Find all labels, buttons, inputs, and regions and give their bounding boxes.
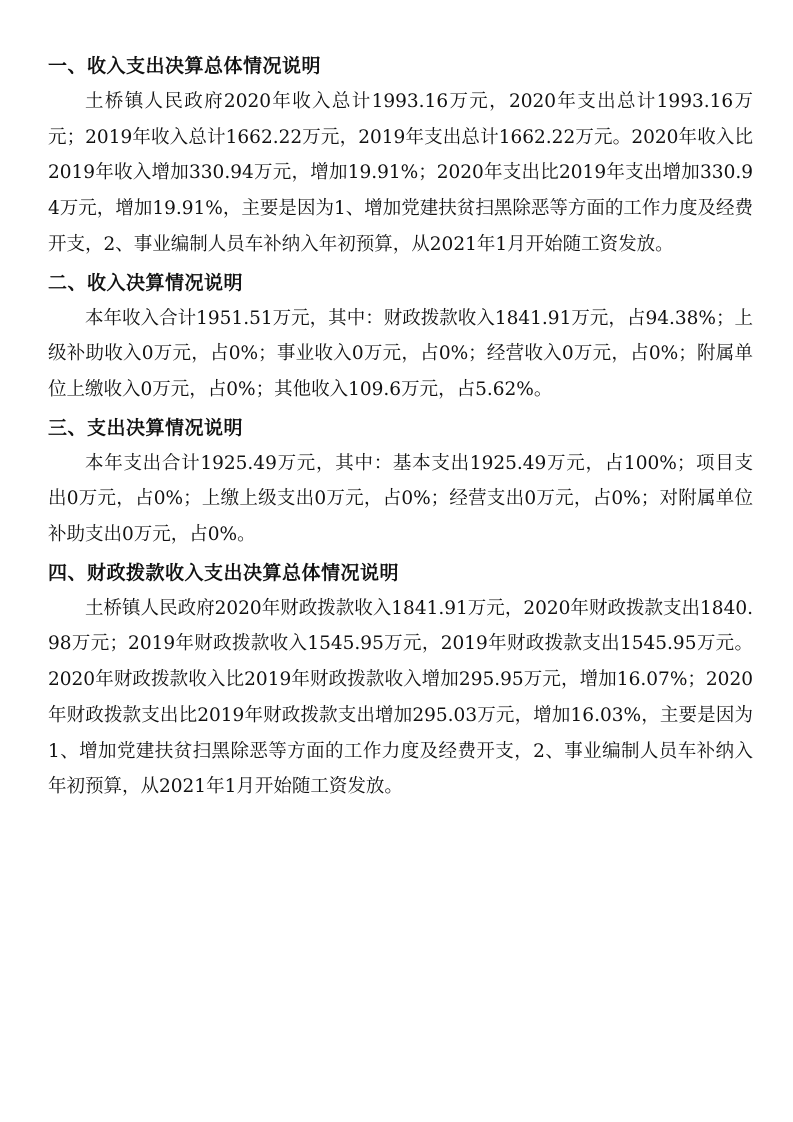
section-income — [48, 269, 753, 408]
section-paragraph: 本年支出合计1925.49万元，其中：基本支出1925.49万元，占100%；项目支出0万元，占0%；上缴上级支出0万元，占0%；经营支出0万元，占0%；对附属单位补助支出0万元，占0%。 — [48, 452, 753, 546]
section-title: 二、收入决算情况说明 — [48, 271, 244, 294]
section-paragraph: 本年收入合计1951.51万元，其中：财政拨款收入1841.91万元，占94.38%；上级补助收入0万元，占0%；事业收入0万元，占0%；经营收入0万元，占0%；附属单位上缴收入0万元，占0%；其他收入109.6万元，占5.62%。 — [48, 307, 753, 400]
section-paragraph: 土桥镇人民政府2020年收入总计1993.16万元，2020年支出总计1993.16万元；2019年收入总计1662.22万元，2019年支出总计1662.22万元。2020年收入比2019年收入增加330.94万元，增加19.91%；2020年支出比2019年支出增加330.94万元，增加19.91%，主要是因为1、增加党建扶贫扫黑除恶等方面的工作力度及经费开支，2、事业编制人员车补纳入年初预算，从2021年1月开始随工资发放。 — [48, 91, 753, 255]
document-page — [48, 52, 753, 811]
section-title: 四、财政拨款收入支出决算总体情况说明 — [48, 561, 400, 584]
section-expense — [48, 414, 753, 553]
section-income-expense-overview — [48, 52, 753, 263]
section-paragraph: 土桥镇人民政府2020年财政拨款收入1841.91万元，2020年财政拨款支出1840.98万元；2019年财政拨款收入1545.95万元，2019年财政拨款支出1545.95万元。2020年财政拨款收入比2019年财政拨款收入增加295.95万元，增加16.07%；2020年财政拨款支出比2019年财政拨款支出增加295.03万元，增加16.03%，主要是因为1、增加党建扶贫扫黑除恶等方面的工作力度及经费开支，2、事业编制人员车补纳入年初预算，从2021年1月开始随工资发放。 — [48, 597, 753, 798]
section-title: 三、支出决算情况说明 — [48, 416, 244, 439]
section-fiscal-appropriation — [48, 559, 753, 805]
section-title: 一、收入支出决算总体情况说明 — [48, 55, 322, 77]
